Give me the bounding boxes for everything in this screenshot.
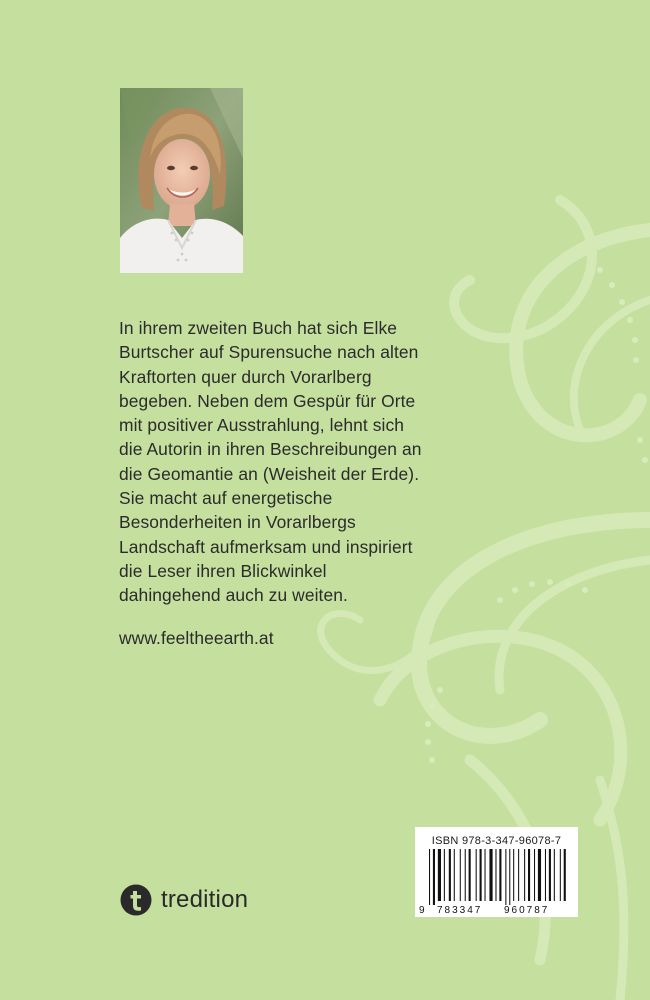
barcode-bar bbox=[460, 849, 461, 901]
author-photo bbox=[120, 88, 243, 273]
barcode-bar bbox=[480, 849, 482, 901]
blurb-line: Burtscher auf Spurensuche nach alten bbox=[119, 342, 419, 363]
barcode-bar bbox=[564, 849, 566, 901]
blurb-line: mit positiver Ausstrahlung, lehnt sich bbox=[119, 415, 405, 436]
barcode-digit-first: 9 bbox=[419, 905, 425, 916]
barcode-bar bbox=[538, 849, 541, 901]
barcode-bar bbox=[499, 849, 501, 901]
barcode-bar bbox=[505, 849, 506, 905]
author-portrait-icon bbox=[120, 88, 243, 273]
barcode-digit-group1: 783347 bbox=[437, 905, 483, 916]
barcode-bar bbox=[444, 849, 445, 901]
publisher-logo bbox=[120, 883, 248, 917]
barcode-bar bbox=[449, 849, 451, 901]
author-website: www.feeltheearth.at bbox=[119, 628, 274, 648]
isbn-label: ISBN 978-3-347-96078-7 bbox=[431, 835, 562, 847]
barcode-bar bbox=[528, 849, 530, 901]
blurb-line: Sie macht auf energetische bbox=[119, 488, 333, 509]
blurb-line: die Geomantie an (Weisheit der Erde). bbox=[119, 463, 420, 484]
blurb-line: die Autorin in ihren Beschreibungen an bbox=[119, 439, 422, 460]
barcode-bar bbox=[438, 849, 441, 901]
blurb-line: Besonderheiten in Vorarlbergs bbox=[119, 512, 356, 533]
publisher-name: tredition bbox=[161, 886, 249, 913]
barcode-bar bbox=[513, 849, 514, 901]
barcode-digit-group2: 960787 bbox=[504, 905, 550, 916]
isbn-barcode bbox=[415, 827, 578, 917]
book-blurb bbox=[119, 316, 479, 608]
barcode-bar bbox=[485, 849, 486, 901]
barcode-bar bbox=[429, 849, 430, 905]
barcode-bar bbox=[433, 849, 435, 905]
barcode-bar bbox=[560, 849, 561, 901]
barcode-bar bbox=[476, 849, 477, 901]
barcode-bar bbox=[454, 849, 455, 901]
blurb-line: Landschaft aufmerksam und inspiriert bbox=[119, 536, 413, 557]
blurb-line: Kraftorten quer durch Vorarlberg bbox=[119, 366, 372, 387]
barcode-bar bbox=[509, 849, 510, 905]
tredition-logo-icon bbox=[120, 884, 152, 916]
blurb-line: dahingehend auch zu weiten. bbox=[119, 585, 348, 606]
barcode-bar bbox=[469, 849, 471, 901]
blurb-line: die Leser ihren Blickwinkel bbox=[119, 560, 327, 581]
barcode-bar bbox=[549, 849, 551, 901]
barcode-bar bbox=[554, 849, 555, 901]
barcode-bar bbox=[518, 849, 519, 901]
barcode-bar bbox=[489, 849, 492, 901]
barcode-bar bbox=[465, 849, 466, 901]
blurb-line: In ihrem zweiten Buch hat sich Elke bbox=[119, 318, 398, 338]
barcode-bar bbox=[495, 849, 496, 901]
barcode-bar bbox=[534, 849, 535, 901]
barcode-bar bbox=[545, 849, 546, 901]
blurb-line: begeben. Neben dem Gespür für Orte bbox=[119, 390, 416, 411]
barcode-bars bbox=[415, 827, 578, 917]
barcode-bar bbox=[524, 849, 525, 901]
